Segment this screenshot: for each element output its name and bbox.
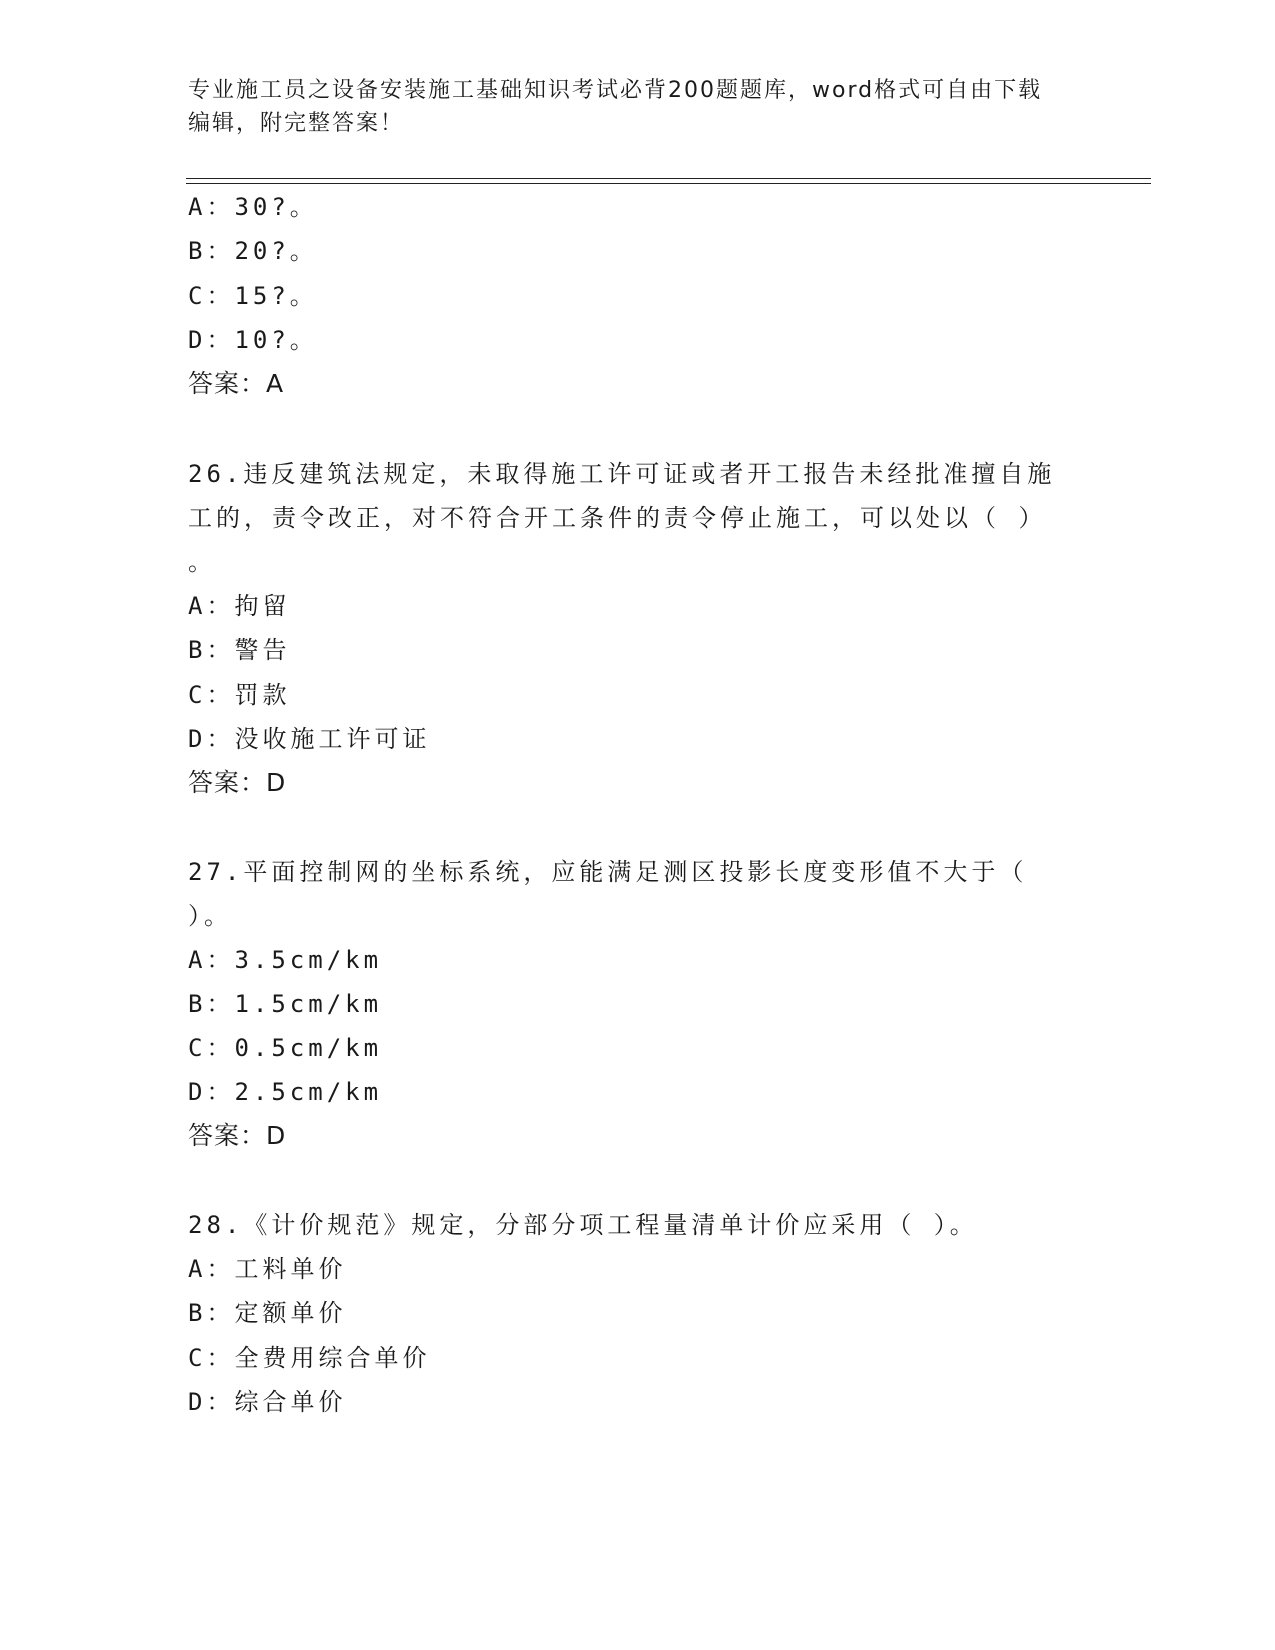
q27-stem-line-2: ）。 — [188, 902, 232, 930]
q27-answer: 答案：D — [188, 1121, 287, 1150]
q28-option-a: A：工料单价 — [188, 1255, 347, 1283]
q25-option-a: A：30?。 — [188, 193, 318, 221]
q25-option-c: C：15?。 — [188, 282, 318, 310]
q26-answer: 答案：D — [188, 768, 287, 797]
q27-stem-line-1: 27.平面控制网的坐标系统，应能满足测区投影长度变形值不大于（ — [188, 858, 1028, 886]
q26-stem-line-2: 工的，责令改正，对不符合开工条件的责令停止施工，可以处以（ ） — [188, 504, 1047, 532]
q27-option-d: D：2.5cm/km — [188, 1078, 383, 1106]
q28-option-d: D：综合单价 — [188, 1388, 347, 1416]
q27-option-b: B：1.5cm/km — [188, 990, 383, 1018]
q26-option-d: D：没收施工许可证 — [188, 725, 431, 753]
header-title-line-2: 编辑，附完整答案！ — [188, 111, 405, 136]
q27-option-c: C：0.5cm/km — [188, 1034, 383, 1062]
q26-stem-line-1: 26.违反建筑法规定，未取得施工许可证或者开工报告未经批准擅自施 — [188, 460, 1056, 488]
q25-option-d: D：10?。 — [188, 326, 318, 354]
q28-stem-line-1: 28.《计价规范》规定，分部分项工程量清单计价应采用（ ）。 — [188, 1211, 978, 1239]
header-title-line-1: 专业施工员之设备安装施工基础知识考试必背200题题库，word格式可自由下载 — [188, 78, 1043, 103]
q26-stem-line-3: 。 — [188, 548, 216, 576]
document-header — [188, 74, 1088, 140]
q27-option-a: A：3.5cm/km — [188, 946, 383, 974]
q26-option-c: C：罚款 — [188, 681, 291, 709]
q26-option-a: A：拘留 — [188, 592, 291, 620]
q25-answer: 答案：A — [188, 369, 285, 398]
q28-option-c: C：全费用综合单价 — [188, 1344, 431, 1372]
q28-option-b: B：定额单价 — [188, 1299, 347, 1327]
header-divider-top — [186, 178, 1151, 179]
q26-option-b: B：警告 — [188, 636, 291, 664]
header-divider-bottom — [186, 183, 1151, 184]
q25-option-b: B：20?。 — [188, 237, 318, 265]
